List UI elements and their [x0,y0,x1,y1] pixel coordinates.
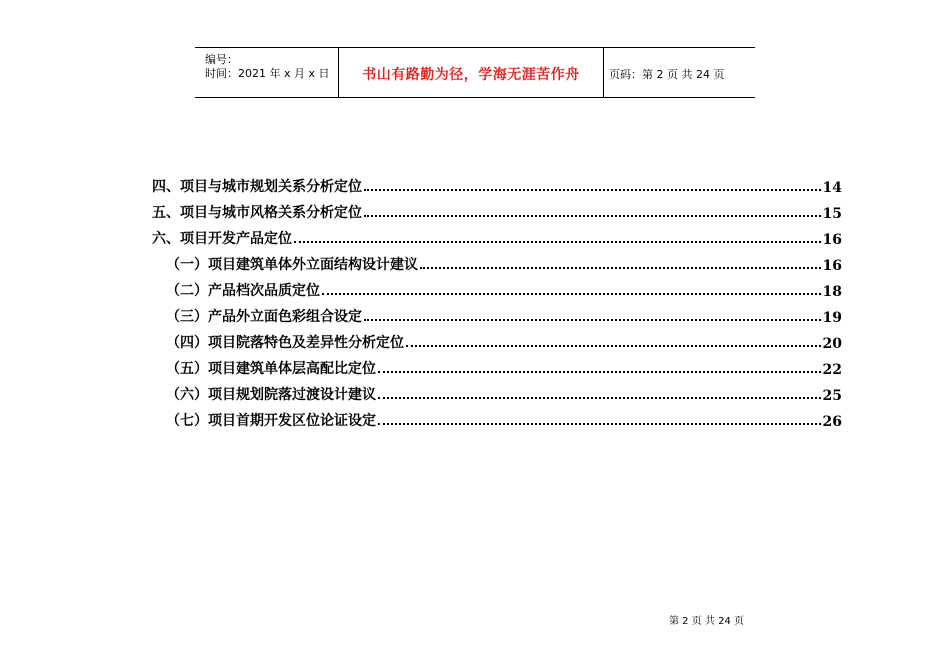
toc-leader-dots [378,423,821,425]
toc-entry-title: （三）产品外立面色彩组合设定 [166,309,362,325]
toc-entry-page: 18 [822,284,842,300]
toc-leader-dots [420,267,821,269]
toc-entry-title: 六、项目开发产品定位 [152,231,292,247]
header-number-label: 编号： [205,53,238,66]
header-motto: 书山有路勤为径，学海无涯苦作舟 [362,67,580,83]
toc-entry-title: （一）项目建筑单体外立面结构设计建议 [166,257,418,273]
toc-entry[interactable] [166,384,842,404]
toc-entry[interactable] [166,332,842,352]
toc-entry-page: 16 [822,232,842,248]
toc-entry-page: 14 [822,180,842,196]
toc-entry[interactable] [166,410,842,430]
header-page-info: 页码：第 2 页 共 24 页 [609,68,725,81]
toc-leader-dots [364,189,821,191]
toc-entry[interactable] [152,176,842,196]
toc-entry-page: 20 [822,336,842,352]
header-time-label: 时间：2021 年 x 月 x 日 [205,67,330,80]
document-header [195,47,755,98]
toc-entry-title: （四）项目院落特色及差异性分析定位 [166,335,404,351]
toc-entry[interactable] [152,228,842,248]
header-meta [195,48,338,97]
toc-entry[interactable] [166,280,842,300]
toc-leader-dots [294,241,821,243]
toc-entry[interactable] [166,358,842,378]
toc-leader-dots [378,397,821,399]
toc-leader-dots [378,371,821,373]
toc-entry-page: 26 [822,414,842,430]
toc-entry-title: 四、项目与城市规划关系分析定位 [152,179,362,195]
toc-entry-title: （二）产品档次品质定位 [166,283,320,299]
toc-entry-title: （七）项目首期开发区位论证设定 [166,413,376,429]
toc-entry-title: （五）项目建筑单体层高配比定位 [166,361,376,377]
toc-entry[interactable] [152,202,842,222]
toc-entry-page: 15 [822,206,842,222]
toc-leader-dots [364,319,821,321]
toc-leader-dots [322,293,821,295]
toc-entry-page: 19 [822,310,842,326]
toc-entry-title: （六）项目规划院落过渡设计建议 [166,387,376,403]
toc-leader-dots [364,215,821,217]
page-footer: 第 2 页 共 24 页 [669,616,744,627]
header-motto-cell [338,48,604,97]
header-page-cell [603,48,755,97]
toc-entry[interactable] [166,254,842,274]
toc-leader-dots [406,345,821,347]
toc-entry[interactable] [166,306,842,326]
toc-entry-page: 16 [822,258,842,274]
toc-entry-title: 五、项目与城市风格关系分析定位 [152,205,362,221]
toc-entry-page: 22 [822,362,842,378]
toc-entry-page: 25 [822,388,842,404]
